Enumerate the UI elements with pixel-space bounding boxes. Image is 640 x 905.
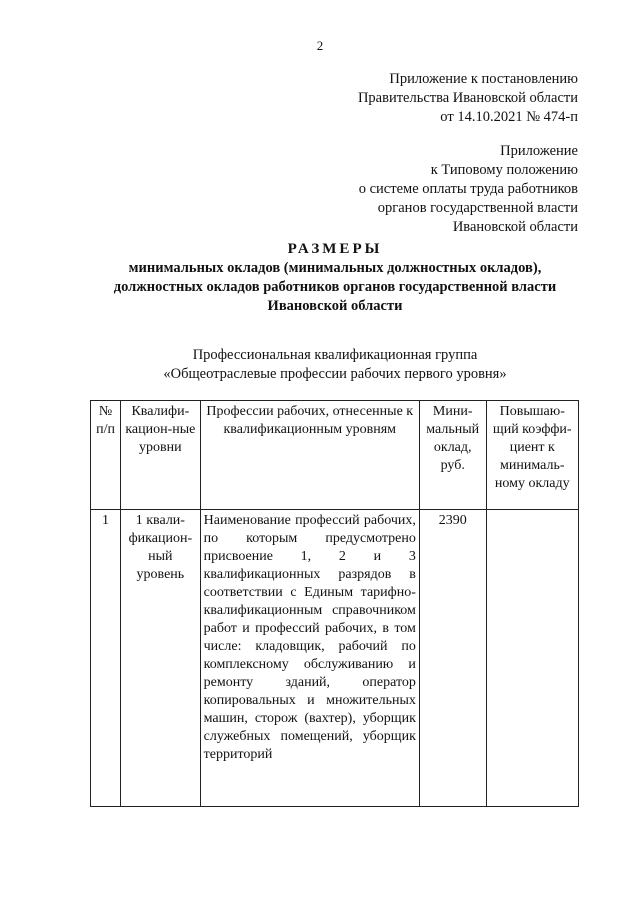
table-row [91, 510, 579, 807]
appendix-line: Приложение к постановлению [389, 71, 578, 87]
qualification-group-heading [80, 346, 590, 384]
document-title [80, 240, 590, 316]
header-coefficient: Повышаю-щий коэффи-циент к минималь-ному окладу [486, 401, 578, 510]
header-professions: Профессии рабочих, отнесенные к квалификационным уровням [200, 401, 419, 510]
appendix-line: Правительства Ивановской области [357, 90, 578, 106]
appendix-line: к Типовому положению [430, 162, 578, 178]
cell-coefficient [486, 510, 578, 807]
salary-table [90, 400, 579, 807]
title-line: Ивановской области [267, 298, 403, 314]
appendix-line: органов государственной власти [377, 200, 578, 216]
appendix-regulation-block [359, 142, 578, 237]
appendix-line: от 14.10.2021 № 474-п [440, 109, 578, 125]
header-number: № п/п [91, 401, 121, 510]
page-number: 2 [316, 38, 324, 53]
title-line: должностных окладов работников органов государственной власти [113, 279, 557, 295]
appendix-line: о системе оплаты труда работников [358, 181, 578, 197]
title-line: минимальных окладов (минимальных должностных окладов), [128, 260, 542, 276]
appendix-line: Приложение [500, 143, 578, 159]
cell-level: 1 квали-фикацион-ный уровень [121, 510, 201, 807]
group-line: Профессиональная квалификационная группа [192, 347, 478, 363]
cell-professions: Наименование профессий рабочих, по которым предусмотрено присвоение 1, 2 и 3 квалификационных разрядов в соответствии с Единым тарифно-квалификационным справочником работ и профессий рабочих, в том числе: кладовщик, рабочий по комплексному обслуживанию и ремонту зданий, оператор копировальных и множительных машин, сторож (вахтер), уборщик служебных помещений, уборщик территорий [200, 510, 419, 807]
cell-number: 1 [91, 510, 121, 807]
table-header-row [91, 401, 579, 510]
cell-salary: 2390 [419, 510, 486, 807]
header-level: Квалифи-кацион-ные уровни [121, 401, 201, 510]
group-line: «Общеотраслевые профессии рабочих первого уровня» [163, 366, 507, 382]
title-heading: РАЗМЕРЫ [287, 241, 383, 257]
appendix-resolution-block [358, 70, 578, 127]
appendix-line: Ивановской области [452, 219, 578, 235]
header-salary: Мини-мальный оклад, руб. [419, 401, 486, 510]
